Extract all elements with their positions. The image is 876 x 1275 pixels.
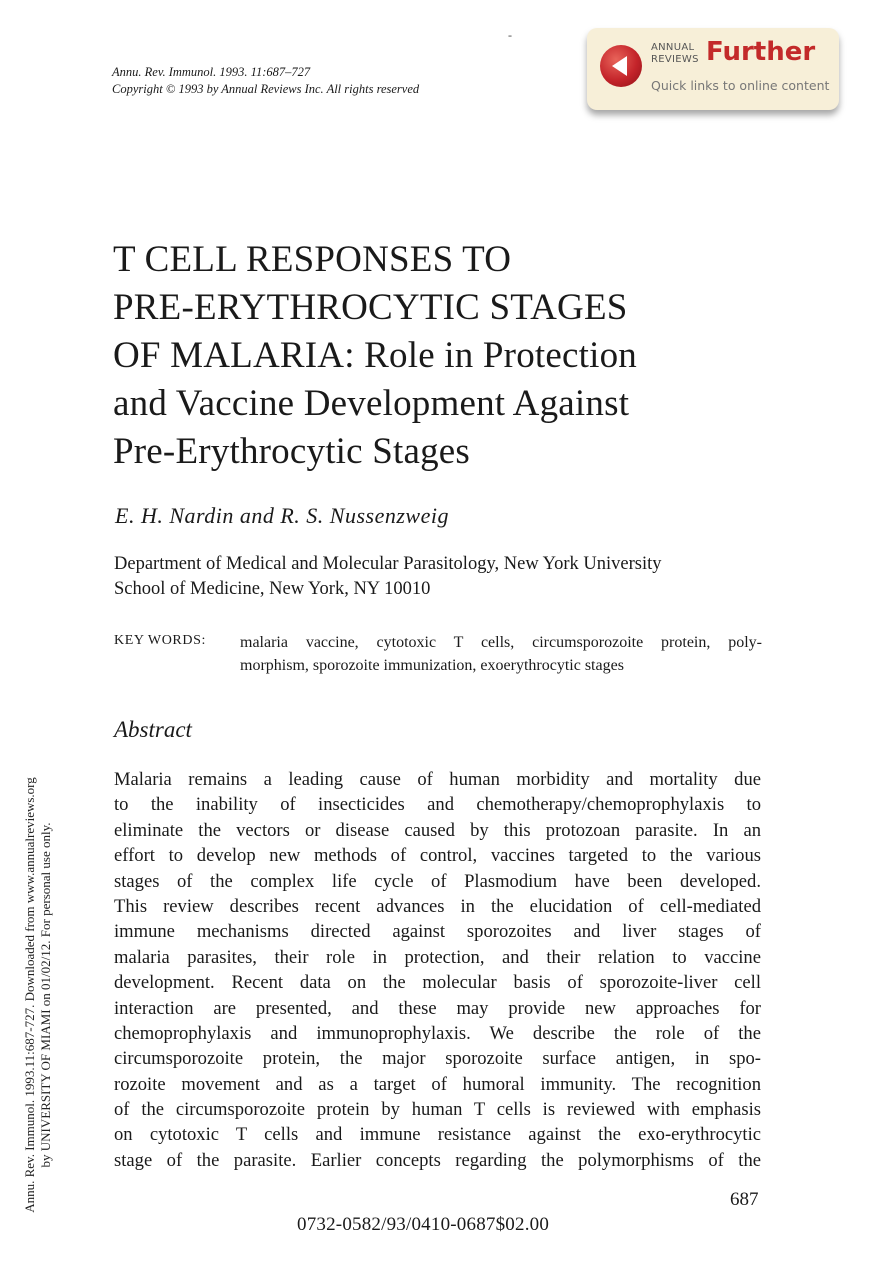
journal-copyright: Copyright © 1993 by Annual Reviews Inc. All rights reserved [112,82,420,96]
article-title [113,236,753,476]
play-back-icon[interactable] [600,45,642,87]
abstract-line: eliminate the vectors or disease caused by this protozoan parasite. In an [114,819,761,841]
further-badge[interactable] [587,28,839,110]
further-word: Further [706,37,816,67]
title-line: PRE-ERYTHROCYTIC STAGES [113,287,628,328]
abstract-line: rozoite movement and as a target of humoral immunity. The recognition [114,1073,761,1095]
abstract-line: stages of the complex life cycle of Plasmodium have been developed. [114,870,761,892]
journal-header [112,64,419,98]
abstract-line: of the circumsporozoite protein by human T cells is reviewed with emphasis [114,1099,761,1121]
abstract-line: circumsporozoite protein, the major sporozoite surface antigen, in spo- [114,1048,761,1070]
abstract-line: to the inability of insecticides and chemotherapy/chemoprophylaxis to [114,794,761,816]
abstract-line: immune mechanisms directed against sporozoites and liver stages of [114,921,761,943]
title-line: Pre-Erythrocytic Stages [113,431,471,472]
further-subtitle: Quick links to online content [651,78,830,93]
download-stamp-line1: Annu. Rev. Immunol. 1993.11:687-727. Downloaded from www.annualreviews.org [22,777,37,1213]
affiliation-line: Department of Medical and Molecular Parasitology, New York University [114,554,662,574]
abstract-line: This review describes recent advances in the elucidation of cell-mediated [114,895,761,917]
affiliation [114,552,764,602]
journal-citation: Annu. Rev. Immunol. 1993. 11:687–727 [112,65,311,79]
abstract-line: interaction are presented, and these may provide new approaches for [114,997,761,1019]
title-line: T CELL RESPONSES TO [113,239,512,280]
abstract-line: stage of the parasite. Earlier concepts regarding the polymorphisms of the [114,1149,761,1171]
abstract-line: effort to develop new methods of control, vaccines targeted to the various [114,845,761,867]
abstract-line: development. Recent data on the molecular basis of sporozoite-liver cell [114,972,761,994]
abstract-line: Malaria remains a leading cause of human morbidity and mortality due [114,769,761,790]
key-words-line: morphism, sporozoite immunization, exoerythrocytic stages [240,657,624,674]
download-stamp [22,715,54,1275]
title-line: OF MALARIA: Role in Protection [113,335,637,376]
affiliation-line: School of Medicine, New York, NY 10010 [114,579,431,599]
key-words [240,631,762,677]
abstract-line: malaria parasites, their role in protection, and their relation to vaccine [114,946,761,968]
abstract-line: chemoprophylaxis and immunoprophylaxis. We describe the role of the [114,1022,761,1044]
page-number: 687 [730,1189,759,1210]
abstract-body [114,767,761,1173]
key-words-label: KEY WORDS: [114,633,206,648]
stray-mark: - [508,28,512,42]
download-stamp-line2: by UNIVERSITY OF MIAMI on 01/02/12. For personal use only. [38,822,53,1168]
title-line: and Vaccine Development Against [113,383,630,424]
abstract-line: on cytotoxic T cells and immune resistance against the exo-erythrocytic [114,1124,761,1146]
abstract-heading: Abstract [114,717,192,742]
authors: E. H. Nardin and R. S. Nussenzweig [115,503,449,528]
annual-reviews-label: ANNUAL REVIEWS [651,42,699,65]
article-code: 0732-0582/93/0410-0687$02.00 [297,1214,550,1235]
key-words-line: malaria vaccine, cytotoxic T cells, circumsporozoite protein, poly- [240,634,762,651]
